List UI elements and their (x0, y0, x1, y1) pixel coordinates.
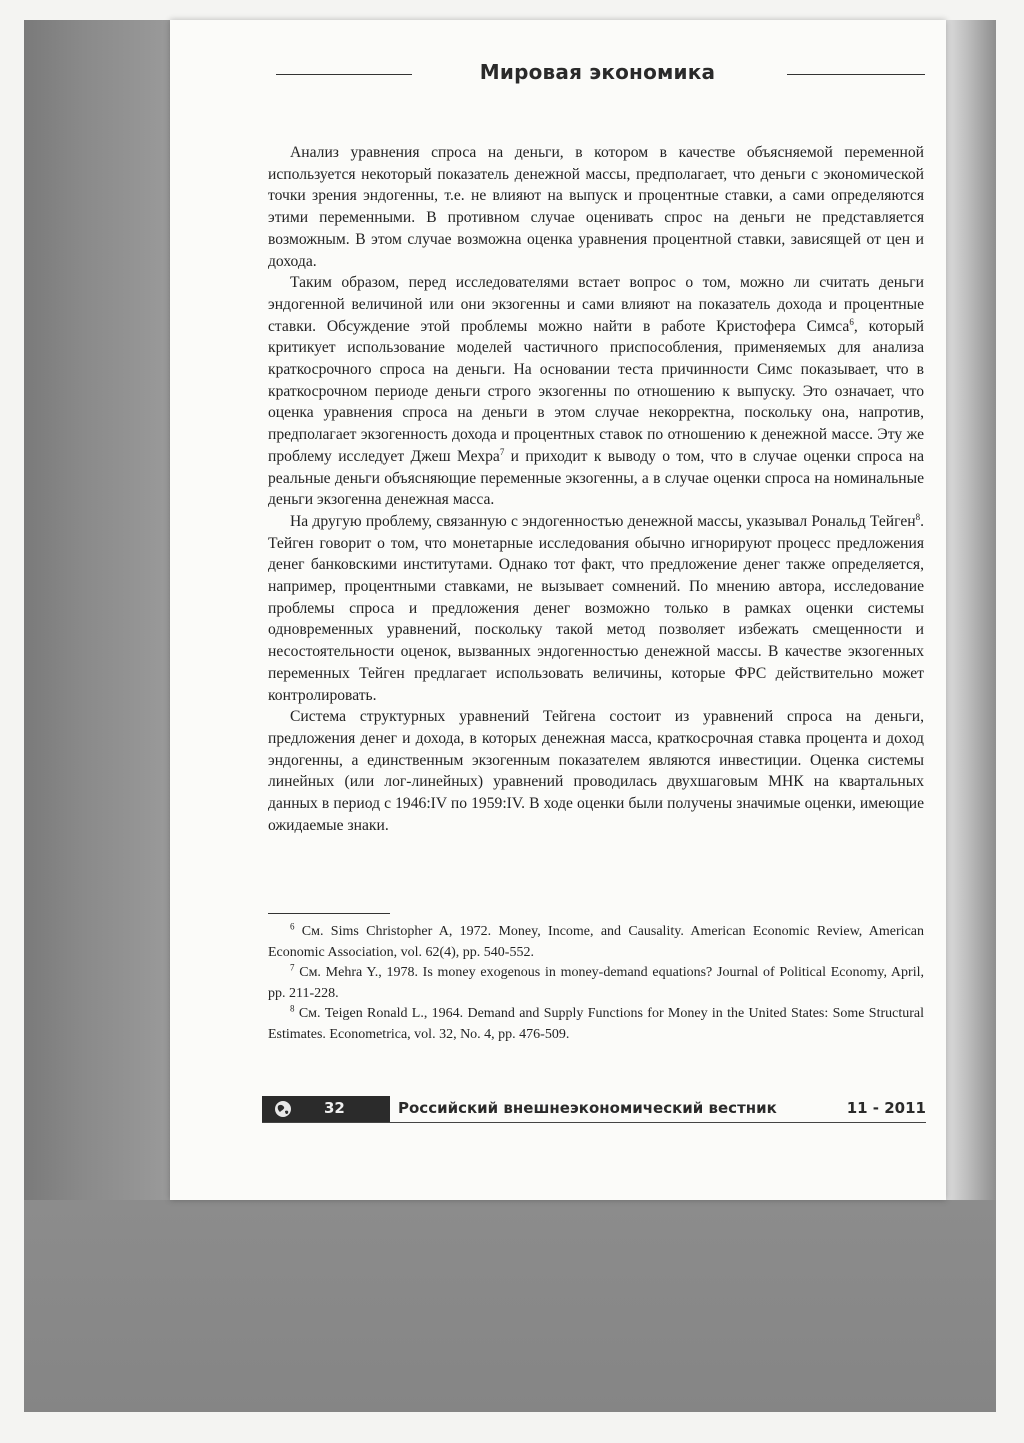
footnote-text: См. Teigen Ronald L., 1964. Demand and Supply Functions for Money in the United States: Some Structural Estimates. Econometrica, vol. 32, No. 4, pp. 476-509. (268, 1006, 924, 1042)
footnote-mark: 6 (290, 921, 295, 932)
article-body (268, 142, 924, 837)
footnotes (268, 922, 924, 1045)
page-number: 32 (324, 1099, 345, 1117)
footnote-ref[interactable]: 6 (849, 316, 854, 327)
paragraph (268, 706, 924, 836)
paragraph (268, 142, 924, 272)
paragraph-text: Анализ уравнения спроса на деньги, в котором в качестве объясняемой переменной используется некоторый показатель денежной массы, предполагает, что деньги с экономической точки зрения эндогенны, т.е. не влияют на выпуск и процентные ставки, а сами определяются этими переменными. В противном случае оценивать спрос на деньги не представляется возможным. В этом случае возможна оценка уравнения процентной ставки, зависящей от цен и дохода. (268, 144, 924, 270)
footnote-ref[interactable]: 8 (915, 511, 921, 522)
footnote-ref[interactable]: 7 (499, 446, 505, 457)
paragraph-text: Система структурных уравнений Тейгена состоит из уравнений спроса на деньги, предложения денег и дохода, в которых денежная масса, краткосрочная ставка процента и доход эндогенны, а единственным экзогенным показателем являются инвестиции. Оценка системы линейных (или лог-линейных) уравнений проводилась двухшаговым МНК на квартальных данных в период с 1946:IV по 1959:IV. В ходе оценки были получены значимые оценки, имеющие ожидаемые знаки. (268, 708, 924, 834)
footnote (268, 963, 924, 1004)
paragraph-text: и приходит к выводу о том, что в случае оценки спроса на реальные деньги объясняющие переменные экзогенны, а в случае оценки спроса на номинальные деньги экзогенна денежная масса. (268, 447, 924, 509)
footnote-mark: 7 (290, 962, 295, 973)
footnote-text: См. Mehra Y., 1978. Is money exogenous in money-demand equations? Journal of Political Economy, April, pp. 211-228. (268, 965, 924, 1001)
paragraph-text: , который критикует использование моделей частичного приспособления, применяемых для анализа краткосрочного спроса на деньги. На основании теста причинности Симс показывает, что в краткосрочном периоде деньги строго экзогенны по отношению к выпуску. Это означает, что оценка уравнения спроса на деньги в этом случае некорректна, поскольку она, напротив, предполагает экзогенность дохода и процентных ставок по отношению к денежной массе. Эту же проблему исследует Джеш Мехра (268, 317, 924, 465)
footnote-mark: 8 (290, 1003, 295, 1014)
footer-badge (262, 1096, 390, 1122)
paragraph-text: Таким образом, перед исследователями встает вопрос о том, можно ли считать деньги эндогенной величиной или они экзогенны и сами влияют на показатель дохода и процентные ставки. Обсуждение этой проблемы можно найти в работе Кристофера Симса (268, 274, 924, 335)
paragraph (268, 511, 924, 706)
scan-page-edge-right (940, 20, 996, 1200)
issue-number: 11 - 2011 (846, 1099, 926, 1117)
footnote-separator (268, 913, 390, 914)
journal-name: Российский внешнеэкономический вестник (398, 1099, 777, 1117)
section-title: Мировая экономика (479, 60, 716, 84)
page-footer (262, 1096, 926, 1123)
footnote-text: См. Sims Christopher A, 1972. Money, Income, and Causality. American Economic Review, American Economic Association, vol. 62(4), pp. 540-552. (268, 924, 924, 960)
footnote (268, 1004, 924, 1045)
footnote (268, 922, 924, 963)
paragraph-text: На другую проблему, связанную с эндогенностью денежной массы, указывал Рональд Тейген (290, 512, 916, 530)
header-rule-right (787, 74, 925, 75)
scan-background-bottom (24, 1200, 996, 1412)
page-header (270, 60, 925, 90)
globe-icon (274, 1100, 292, 1118)
paragraph-text: . Тейген говорит о том, что монетарные исследования обычно игнорируют процесс предложения денег банковскими институтами. Однако тот факт, что предложение денег также определяется, например, процентными ставками, не вызывает сомнений. По мнению автора, исследование проблемы спроса и предложения денег возможно только в рамках оценки системы одновременных уравнений, поскольку такой метод позволяет избежать смещенности и несостоятельности оценок, вызванных эндогенностью денежной массы. В качестве экзогенных переменных Тейген предлагает использовать величины, которые ФРС действительно может контролировать. (268, 512, 924, 704)
paragraph (268, 272, 924, 511)
